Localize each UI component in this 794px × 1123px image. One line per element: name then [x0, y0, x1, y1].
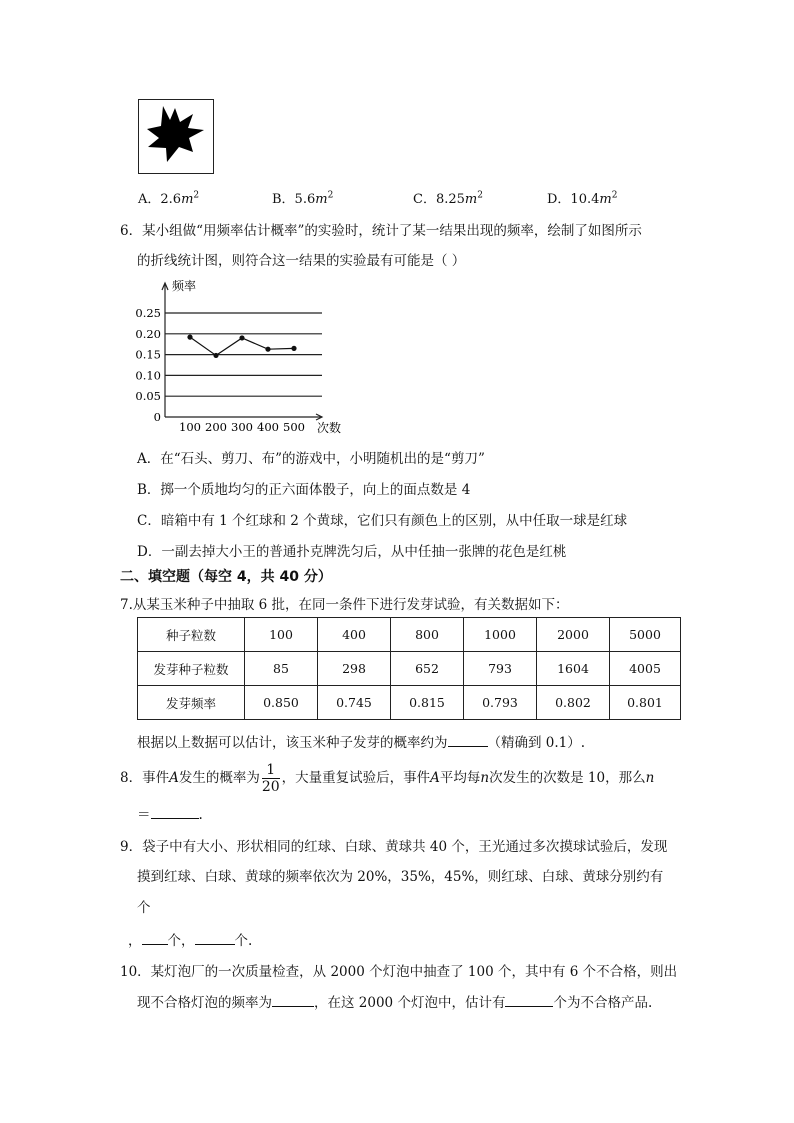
table-cell: 0.802 — [537, 686, 610, 720]
q5-figure — [138, 99, 214, 174]
chart-y-axis-label: 频率 — [172, 279, 197, 293]
chart-y-tick-label: 0.25 — [135, 306, 161, 320]
answer-blank[interactable] — [142, 932, 168, 945]
chart-y-tick-label: 0.10 — [135, 368, 161, 383]
table-cell: 4005 — [610, 652, 681, 686]
table-row — [138, 618, 681, 652]
chart-data-point — [239, 335, 244, 340]
table-cell: 800 — [391, 618, 464, 652]
q6-option-d: D．一副去掉大小王的普通扑克牌洗匀后，从中任抽一张牌的花色是红桃 — [137, 544, 567, 560]
germination-table — [137, 617, 681, 720]
star-shape-figure — [139, 100, 213, 173]
q5-option-b: B．$5.6m^2$ — [272, 190, 334, 207]
q9-text-line2: 摸到红球、白球、黄球的频率依次为 20%，35%，45%，则红球、白球、黄球分别约有 — [137, 869, 664, 885]
q9-answer-line: ， 个， 个. — [128, 933, 253, 949]
chart-y-tick-label: 0.15 — [135, 347, 161, 362]
table-cell: 2000 — [537, 618, 610, 652]
answer-blank[interactable] — [195, 932, 235, 945]
chart-x-tick-label: 500 — [283, 420, 305, 434]
table-row — [138, 652, 681, 686]
q5-option-c: C．$8.25m^2$ — [413, 190, 483, 207]
fraction: $\frac{1}{20}$ — [261, 762, 280, 795]
q6-text-line1: 6．某小组做“用频率估计概率”的实验时，统计了某一结果出现的频率，绘制了如图所示 — [120, 223, 642, 239]
chart-data-point — [187, 335, 192, 340]
table-cell: 652 — [391, 652, 464, 686]
table-cell: 0.815 — [391, 686, 464, 720]
table-cell: 1000 — [464, 618, 537, 652]
table-cell: 85 — [245, 652, 318, 686]
q8-text: 8．事件A发生的概率为 $\frac{1}{20}$ ，大量重复试验后，事件A平均每n次发生的次数是 10，那么n — [120, 762, 655, 795]
q6-text-line2: 的折线统计图，则符合这一结果的实验最有可能是（ ） — [137, 253, 466, 269]
q6-option-a: A．在“石头、剪刀、布”的游戏中，小明随机出的是“剪刀” — [137, 451, 485, 467]
q7-intro: 7.从某玉米种子中抽取 6 批，在同一条件下进行发芽试验，有关数据如下： — [120, 597, 569, 613]
q10-text-line1: 10．某灯泡厂的一次质量检查，从 2000 个灯泡中抽查了 100 个，其中有 6 个不合格，则出 — [120, 964, 678, 980]
q9-text-line1: 9．袋子中有大小、形状相同的红球、白球、黄球共 40 个，王光通过多次摸球试验后，发现 — [120, 839, 668, 855]
frequency-line-chart — [130, 274, 360, 440]
table-cell: 0.793 — [464, 686, 537, 720]
table-cell: 5000 — [610, 618, 681, 652]
chart-x-tick-label: 200 — [205, 420, 227, 434]
table-cell: 0.801 — [610, 686, 681, 720]
q9-text-line3: 个 — [137, 900, 151, 916]
table-cell: 0.745 — [318, 686, 391, 720]
q7-answer-line — [137, 731, 585, 751]
table-row — [138, 686, 681, 720]
q5-option-d: D．$10.4m^2$ — [547, 190, 618, 207]
table-cell: 100 — [245, 618, 318, 652]
q7-text-end: （精确到 0.1）. — [487, 735, 586, 751]
table-cell: 1604 — [537, 652, 610, 686]
answer-blank[interactable] — [505, 994, 553, 1007]
table-cell: 发芽种子粒数 — [138, 652, 245, 686]
chart-data-point — [265, 347, 270, 352]
table-cell: 种子粒数 — [138, 618, 245, 652]
chart-y-tick-label: 0.05 — [135, 389, 161, 404]
chart-x-tick-label: 100 — [179, 420, 201, 434]
section-heading: 二、填空题（每空 4，共 40 分） — [120, 569, 332, 585]
q8-answer-line: ＝ . — [137, 807, 203, 823]
chart-y-tick-label: 0 — [153, 410, 161, 424]
chart-y-tick-label: 0.20 — [135, 326, 161, 341]
chart-x-tick-label: 400 — [257, 420, 279, 434]
answer-blank[interactable] — [151, 806, 199, 819]
answer-blank[interactable] — [448, 734, 488, 747]
table-cell: 0.850 — [245, 686, 318, 720]
q5-option-a: A．$2.6m^2$ — [138, 190, 200, 207]
q6-option-c: C．暗箱中有 1 个红球和 2 个黄球，它们只有颜色上的区别，从中任取一球是红球 — [137, 513, 628, 529]
answer-blank[interactable] — [272, 994, 314, 1007]
table-cell: 400 — [318, 618, 391, 652]
q10-text-line2: 现不合格灯泡的频率为 ，在这 2000 个灯泡中，估计有 个为不合格产品. — [137, 995, 653, 1011]
chart-x-axis-label: 次数 — [317, 421, 342, 435]
chart-data-point — [213, 353, 218, 358]
q6-option-b: B．掷一个质地均匀的正六面体骰子，向上的面点数是 4 — [137, 482, 471, 498]
table-cell: 发芽频率 — [138, 686, 245, 720]
q7-text: 根据以上数据可以估计，该玉米种子发芽的概率约为 — [137, 735, 448, 751]
table-cell: 793 — [464, 652, 537, 686]
chart-x-tick-label: 300 — [231, 420, 253, 434]
table-cell: 298 — [318, 652, 391, 686]
chart-data-point — [291, 346, 296, 351]
